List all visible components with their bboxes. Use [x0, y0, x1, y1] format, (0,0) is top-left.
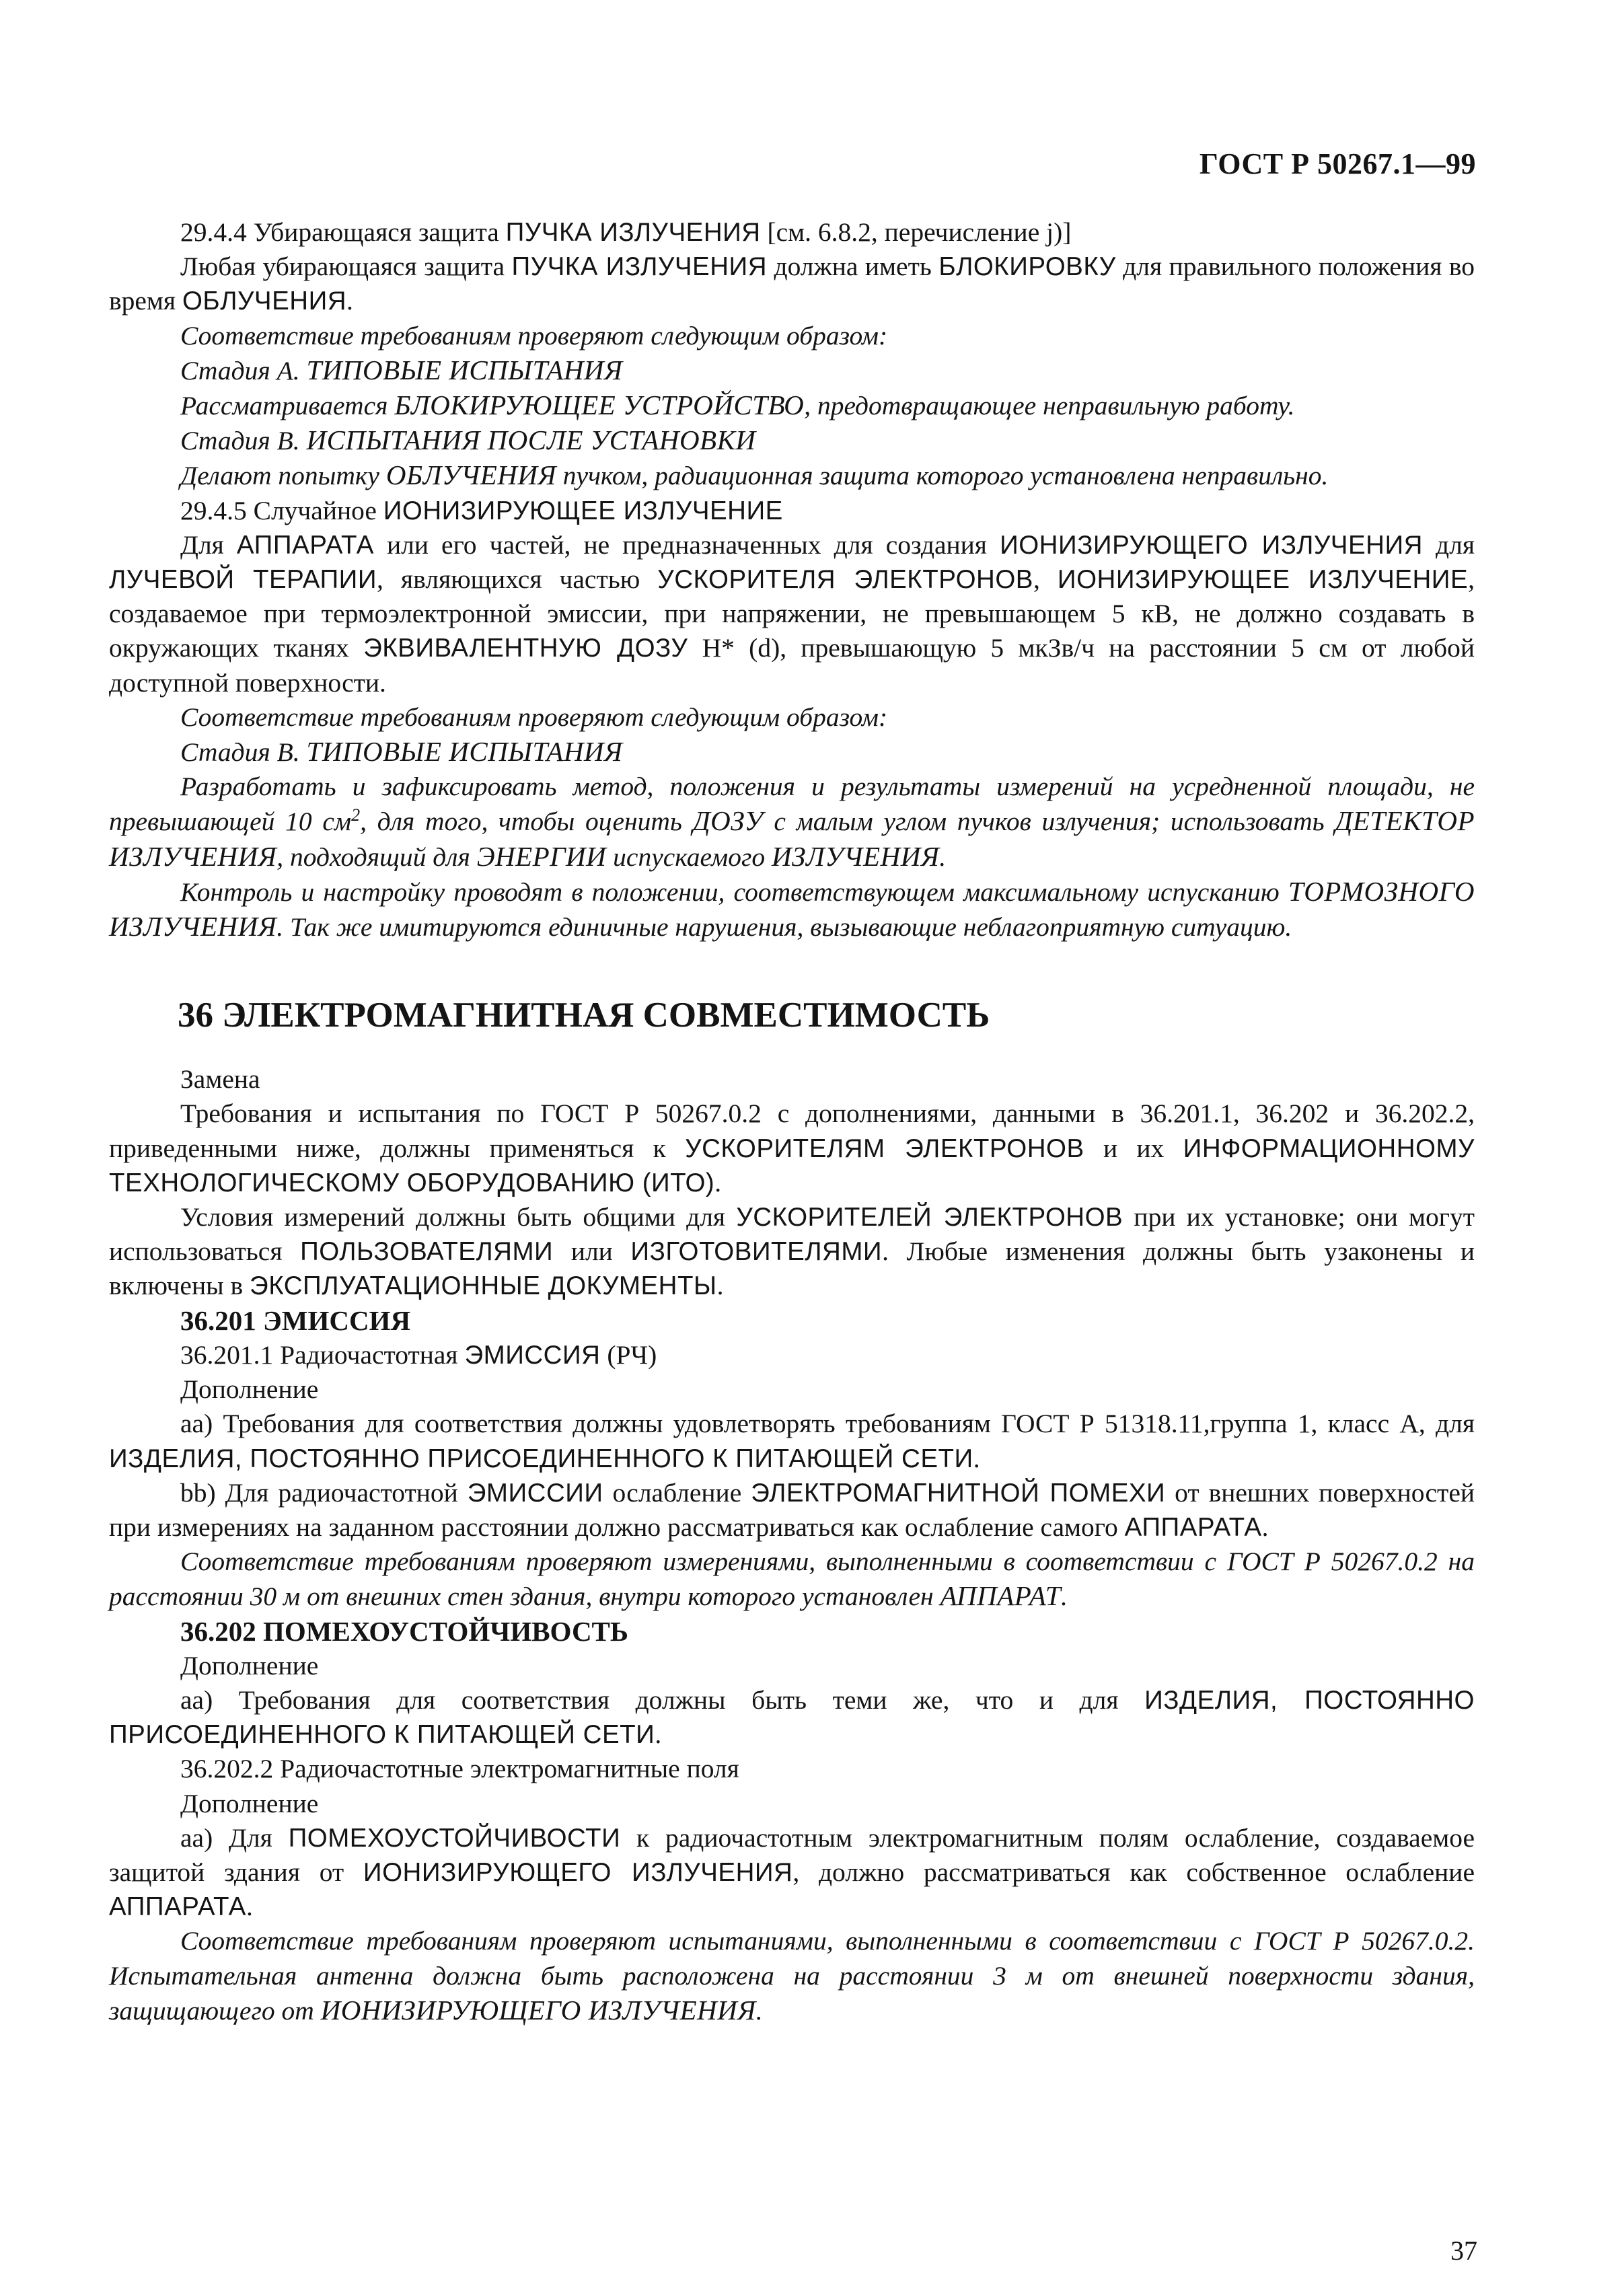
- term: ЭНЕРГИИ: [476, 840, 607, 872]
- term: ПОМЕХОУСТОЙЧИВОСТИ: [288, 1823, 621, 1853]
- text-run: Рассматривается: [180, 391, 395, 421]
- text-run: испускаемого: [606, 842, 772, 872]
- text-run: . Так же имитируются единичные нарушения, вызывающие неблагоприятную ситуацию.: [276, 912, 1292, 942]
- stage-b-control-text: [109, 875, 1475, 945]
- addition-label: Дополнение: [180, 1650, 319, 1680]
- term: ИОНИЗИРУЮЩЕГО ИЗЛУЧЕНИЯ: [363, 1857, 793, 1887]
- text-run: к радиочастотным электромагнитным полям ослабление, создаваемое защитой здания от: [109, 1822, 1475, 1887]
- compliance-check-statement: [109, 1545, 1475, 1614]
- term: УСКОРИТЕЛЕЙ ЭЛЕКТРОНОВ: [736, 1203, 1123, 1232]
- subsection-36-201-heading: 36.201 ЭМИССИЯ: [180, 1304, 411, 1336]
- term: ИОНИЗИРУЮЩЕГО ИЗЛУЧЕНИЯ: [320, 1994, 756, 2026]
- term: ТИПОВЫЕ ИСПЫТАНИЯ: [306, 354, 623, 385]
- section-36-text-2: [109, 1200, 1475, 1304]
- text-run: Разработать и зафиксировать метод, положения и результаты измерений на усредненной площади, не превышающей 10 см: [109, 772, 1475, 837]
- section-36-heading: 36 ЭЛЕКТРОМАГНИТНАЯ СОВМЕСТИМОСТЬ: [178, 996, 990, 1035]
- clause-29-4-4-text: [109, 250, 1475, 318]
- text-run: аа) Требования для соответствия должны быть теми же, что и для: [180, 1684, 1145, 1715]
- text-run: или: [553, 1236, 631, 1267]
- text-run: Контроль и настройку проводят в положении, соответствующем максимальному испусканию: [180, 877, 1288, 907]
- text-run: (РЧ): [600, 1339, 657, 1370]
- subsection-36-202-heading: 36.202 ПОМЕХОУСТОЙЧИВОСТЬ: [180, 1615, 629, 1647]
- text-run: .: [939, 842, 947, 872]
- term: БЛОКИРОВКУ: [938, 252, 1116, 282]
- term: ЭМИССИЯ: [464, 1340, 601, 1370]
- term: ОБЛУЧЕНИЯ: [385, 459, 556, 491]
- text-run: .: [714, 1167, 722, 1197]
- item-bb: [109, 1476, 1475, 1545]
- term: ПУЧКА ИЗЛУЧЕНИЯ: [505, 218, 761, 247]
- text-run: Условия измерений должны быть общими для: [180, 1202, 737, 1232]
- term: ЭМИССИИ: [467, 1478, 603, 1508]
- text-run: , являющихся частью: [377, 564, 658, 595]
- term: УСКОРИТЕЛЯ ЭЛЕКТРОНОВ: [657, 565, 1033, 595]
- term: АППАРАТА: [109, 1892, 246, 1922]
- term: ИОНИЗИРУЮЩЕЕ ИЗЛУЧЕНИЕ: [383, 496, 783, 525]
- item-aa: [109, 1821, 1475, 1925]
- text-run: Соответствие требованиям проверяют испытаниями, выполненными в соответствии с ГОСТ Р 50267.0.2. Испытательная антенна должна быть расположена на расстоянии 3 м от внешней поверхности здания, защищающего от: [109, 1926, 1475, 2026]
- term: ИЗДЕЛИЯ, ПОСТОЯННО ПРИСОЕДИНЕННОГО К ПИТАЮЩЕЙ СЕТИ: [109, 1685, 1475, 1750]
- text-run: или его частей, не предназначенных для создания: [373, 529, 1000, 560]
- text-run: аа) Для: [180, 1822, 289, 1853]
- text-run: пучком, радиационная защита которого установлена неправильно.: [556, 461, 1329, 491]
- term: ИЗГОТОВИТЕЛЯМИ: [630, 1237, 883, 1267]
- text-run: , для того, чтобы оценить: [360, 807, 693, 837]
- text-run: Делают попытку: [180, 461, 386, 491]
- superscript: 2: [351, 805, 361, 825]
- term: ПОЛЬЗОВАТЕЛЯМИ: [300, 1237, 554, 1267]
- stage-b-title: [109, 735, 1475, 770]
- compliance-check-statement: [109, 1924, 1475, 2028]
- text-run: Соответствие требованиям проверяют измерениями, выполненными в соответствии с ГОСТ Р 50267.0.2 на расстоянии 30 м от внешних стен здания, внутри которого установлен: [109, 1547, 1475, 1612]
- stage-b-title: [109, 423, 1475, 458]
- replacement-label: Замена: [180, 1064, 260, 1095]
- term: ДОЗУ: [692, 805, 764, 837]
- term: ЭЛЕКТРОМАГНИТНОЙ ПОМЕХИ: [751, 1478, 1166, 1508]
- text-run: 29.4.5 Случайное: [180, 495, 383, 525]
- text-run: .: [1061, 1582, 1068, 1612]
- text-run: должна иметь: [767, 252, 939, 282]
- term: ЛУЧЕВОЙ ТЕРАПИИ: [109, 565, 377, 595]
- text-run: при их установке; они могут использоваться: [109, 1202, 1475, 1267]
- term: ОБЛУЧЕНИЯ: [182, 287, 347, 316]
- term: АППАРАТА: [1124, 1512, 1262, 1542]
- term: ПУЧКА ИЗЛУЧЕНИЯ: [511, 252, 768, 282]
- text-run: Требования и испытания по ГОСТ Р 50267.0.2 с дополнениями, данными в 36.201.1, 36.202 и 36.202.2, приведенными ниже, должны применяться к: [109, 1099, 1475, 1163]
- text-run: .: [346, 286, 353, 316]
- term: БЛОКИРУЮЩЕЕ УСТРОЙСТВО: [394, 390, 805, 421]
- text-run: .: [246, 1892, 253, 1922]
- text-run: , подходящий для: [276, 842, 477, 872]
- term: ИСПЫТАНИЯ ПОСЛЕ УСТАНОВКИ: [306, 424, 756, 456]
- clause-29-4-5-text: [109, 528, 1475, 700]
- item-aa: [109, 1683, 1475, 1752]
- page-body: [109, 215, 1475, 2028]
- stage-b-text: [109, 458, 1475, 493]
- text-run: Стадия В.: [180, 737, 307, 768]
- compliance-check-statement: Соответствие требованиям проверяют следующим образом:: [180, 702, 888, 732]
- term: АППАРАТ: [940, 1580, 1061, 1612]
- clause-36-201-1-title: [109, 1338, 1475, 1372]
- term: УСКОРИТЕЛЯМ ЭЛЕКТРОНОВ: [685, 1134, 1084, 1163]
- term: ИОНИЗИРУЮЩЕЕ ИЗЛУЧЕНИЕ: [1057, 565, 1469, 595]
- document-code-header: ГОСТ Р 50267.1—99: [1199, 147, 1476, 180]
- clause-29-4-5-title: [109, 494, 1475, 528]
- text-run: ,: [1033, 564, 1058, 595]
- text-run: Стадия В.: [180, 426, 307, 456]
- text-run: , предотвращающее неправильную работу.: [804, 391, 1295, 421]
- text-run: с малым углом пучков излучения; использовать: [763, 807, 1335, 837]
- text-run: 36.201.1 Радиочастотная: [180, 1339, 465, 1370]
- term: ЭКСПЛУАТАЦИОННЫЕ ДОКУМЕНТЫ: [250, 1271, 717, 1301]
- addition-label: Дополнение: [180, 1788, 319, 1818]
- text-run: .: [716, 1271, 724, 1301]
- page-number: 37: [1450, 2235, 1477, 2266]
- text-run: , должно рассматриваться как собственное ослабление: [792, 1857, 1475, 1887]
- text-run: для правильного положения во время: [109, 252, 1475, 316]
- term: АППАРАТА: [236, 530, 374, 560]
- addition-label: Дополнение: [180, 1374, 319, 1405]
- text-run: ослабление: [603, 1477, 751, 1508]
- text-run: .: [655, 1719, 662, 1750]
- text-run: bb) Для радиочастотной: [180, 1477, 468, 1508]
- text-run: и их: [1084, 1133, 1183, 1163]
- text-run: Н* (d), превышающую 5 мкЗв/ч на расстоянии 5 см от любой доступной поверхности.: [109, 633, 1475, 698]
- stage-a-text: [109, 388, 1475, 423]
- clause-29-4-4-title: [109, 215, 1475, 250]
- text-run: для: [1422, 529, 1475, 560]
- term: ДЕТЕКТОР ИЗЛУЧЕНИЯ: [109, 805, 1475, 872]
- text-run: [см. 6.8.2, перечисление j)]: [760, 217, 1072, 247]
- term: ТОРМОЗНОГО ИЗЛУЧЕНИЯ: [109, 875, 1475, 942]
- term: ТИПОВЫЕ ИСПЫТАНИЯ: [306, 736, 623, 768]
- item-aa: [109, 1407, 1475, 1475]
- clause-36-202-2-title: 36.202.2 Радиочастотные электромагнитные поля: [180, 1754, 739, 1784]
- term: ИНФОРМАЦИОННОМУ ТЕХНОЛОГИЧЕСКОМУ ОБОРУДОВАНИЮ (ИТО): [109, 1134, 1475, 1197]
- text-run: .: [973, 1443, 980, 1473]
- text-run: Стадия А.: [180, 355, 307, 385]
- text-run: Для: [180, 529, 237, 560]
- term: ЭКВИВАЛЕНТНУЮ ДОЗУ: [363, 634, 688, 663]
- text-run: .: [755, 1995, 763, 2026]
- compliance-check-statement: Соответствие требованиям проверяют следующим образом:: [180, 320, 888, 350]
- text-run: Любая убирающаяся защита: [180, 252, 512, 282]
- text-run: .: [1261, 1512, 1269, 1542]
- term: ИЗЛУЧЕНИЯ: [772, 840, 940, 872]
- text-run: . Любые изменения должны быть узаконены и включены в: [109, 1236, 1475, 1301]
- stage-b-method-text: [109, 770, 1475, 875]
- text-run: , создаваемое при термоэлектронной эмиссии, при напряжении, не превышающем 5 кВ, не должно создавать в окружающих тканях: [109, 564, 1475, 663]
- term: ИОНИЗИРУЮЩЕГО ИЗЛУЧЕНИЯ: [1000, 530, 1423, 560]
- stage-a-title: [109, 353, 1475, 388]
- text-run: аа) Требования для соответствия должны удовлетворять требованиям ГОСТ Р 51318.11,группа 1, класс А, для: [180, 1409, 1475, 1439]
- text-run: 29.4.4 Убирающаяся защита: [180, 217, 506, 247]
- term: ИЗДЕЛИЯ, ПОСТОЯННО ПРИСОЕДИНЕННОГО К ПИТАЮЩЕЙ СЕТИ: [109, 1444, 973, 1473]
- section-36-text-1: [109, 1097, 1475, 1200]
- text-run: от внешних поверхностей при измерениях на заданном расстоянии должно рассматриваться как ослабление самого: [109, 1477, 1475, 1542]
